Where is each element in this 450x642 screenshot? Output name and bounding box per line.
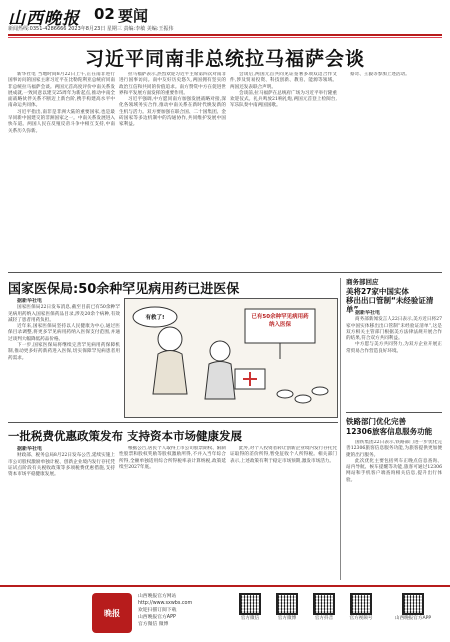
lead-paragraph: 习近平强调,中方愿同南方加强发展战略对接,深化各领域务实合作,推动中南关系在新时代焕发新的生机与活力。双方要加强在联合国、二十国集团、金砖国家等多边机制中的沟通协作,共同维护发展中国家利益。 — [119, 97, 226, 128]
lead-column-2 — [119, 72, 226, 268]
footer-brand-line: 欢迎扫描订阅下载 — [138, 608, 177, 613]
newspaper-logo: 山西晚报 — [8, 9, 80, 29]
masthead-info: 新闻热线:0351-4286666 2023年8月23日 星期三 责编:李敏 美编:王振伟 — [8, 26, 174, 32]
qr-label: 官方微信 — [240, 616, 260, 621]
commerce-byline: 据新华社电 — [355, 310, 381, 316]
commerce-headline-line-1: 商务部回应 — [346, 278, 379, 286]
tax-column-2 — [119, 446, 226, 580]
commerce-headline-line-2: 美将27家中国实体 — [346, 287, 409, 296]
column-divider — [340, 278, 341, 580]
qr-code-icon — [313, 593, 335, 615]
medical-byline: 据新华社电 — [17, 298, 43, 304]
section-divider — [8, 272, 442, 273]
cartoon-sign-text: 已有50余种罕见病用药纳入医保 — [251, 314, 309, 328]
lead-paragraph: 蔡奇、王毅等参加上述活动。 — [350, 72, 410, 77]
tax-byline: 据新华社电 — [17, 446, 43, 452]
qr-label: 官方视频号 — [349, 616, 373, 621]
footer-brand-line: 官方微信 微博 — [138, 622, 169, 627]
qr-label: 山西晚报官方APP — [394, 616, 432, 621]
cartoon-bubble-text: 有救了! — [145, 315, 165, 321]
masthead — [8, 4, 442, 34]
medical-paragraph: 国家医保局22日发布消息,截至目前已有50余种罕见病用药纳入国家医保药品目录,涉及20余个病种,有效减轻了患者用药负担。 — [8, 305, 120, 323]
medical-paragraph: 下一步,国家医保局将继续完善罕见病用药保障机制,推动更多好药新药进入医保,切实保障罕见病患者用药需求。 — [8, 343, 120, 361]
qr-code-icon — [276, 593, 298, 615]
medical-body — [8, 298, 120, 416]
commerce-paragraph: 中方愿与美方共同努力,为双方企业开展正常贸易合作营造良好环境。 — [346, 342, 442, 354]
page-number: 02 — [94, 5, 115, 23]
qr-code-icon — [239, 593, 261, 615]
masthead-thin-rule — [8, 37, 442, 38]
railway-headline-line-2: 12306旅客信息服务功能 — [346, 426, 433, 436]
section-title: 要闻 — [118, 7, 149, 25]
commerce-paragraph: 商务部新闻发言人22日表示,美方近日将27家中国实体移出出口管制“未经验证清单”,这是双方相关主管部门根据美方法律法规开展合作的结果,符合双方共同利益。 — [346, 317, 442, 342]
lead-paragraph: 新华社电 当地时间8月22日上午,正在南非进行国事访问的国家主席习近平在比勒陀利亚总统府同南非总统拉马福萨会谈。两国元首高度评价中南关系发展成就,一致同意以建交25周年为新起点,推动中南全面战略伙伴关系不断迈上新台阶,携手构建高水平中南命运共同体。 — [8, 72, 115, 109]
tax-paragraph: 根据公告,居民个人取得上市公司股票期权、限制性股票和股权奖励等股权激励所得,不并入当年综合所得,全额单独适用综合所得税率表计算纳税,政策延续至2027年底。 — [119, 446, 226, 470]
lead-paragraph: 会谈前,拉马福萨在总统府广场为习近平举行隆重欢迎仪式。礼兵鸣放21响礼炮,两国元首登上检阅台,军乐队奏中南两国国歌。 — [230, 90, 337, 109]
commerce-headline-line-3: 移出出口管制“未经验证清单” — [346, 296, 434, 314]
qr-video[interactable] — [346, 593, 376, 621]
commerce-body — [346, 310, 442, 408]
qr-label: 官方抖音 — [314, 616, 334, 621]
commerce-headline — [346, 278, 442, 314]
lead-column-4 — [341, 72, 442, 268]
qr-code-icon — [402, 593, 424, 615]
lead-column-3 — [230, 72, 337, 268]
railway-headline-line-1: 铁路部门优化完善 — [346, 417, 406, 426]
railway-paragraph: 国铁集团22日表示,铁路部门进一步优化完善12306旅客信息服务功能,为旅客提供更加便捷的出行服务。 — [346, 440, 442, 458]
lead-paragraph: 习近平指出,南非是非洲大陆的重要国家,也是最早同新中国建交的非洲国家之一。中南关系发展进入快车道。两国人民在反殖反帝斗争中相互支持,中南关系历久弥新。 — [8, 109, 115, 134]
tax-paragraph: 此外,对个人投资者转让创新企业境内发行存托凭证取得的差价所得,暂免征收个人所得税。相关部门表示,上述政策有利于稳定市场预期,激发市场活力。 — [230, 446, 337, 464]
footer-url[interactable]: http://www.sxwbs.com — [138, 601, 193, 606]
section-divider — [8, 422, 338, 423]
footer-brand — [138, 593, 228, 628]
medical-paragraph: 近年来,国家医保局坚持以人民健康为中心,通过医保目录调整,将更多罕见病用药纳入医保支付范围,并通过谈判大幅降低药品价格。 — [8, 324, 120, 342]
footer-brand-line: 山西晚报官方APP — [138, 615, 176, 620]
lead-paragraph: 会谈后,两国元首共同见证签署多项双边合作文件,涉及贸易投资、科技创新、教育、能源等领域。两国还发表联合声明。 — [230, 72, 337, 90]
railway-body — [346, 440, 442, 580]
section-divider — [346, 412, 442, 413]
qr-app[interactable] — [383, 593, 443, 621]
lead-headline: 习近平同南非总统拉马福萨会谈 — [84, 48, 365, 70]
lead-paragraph: 拉马福萨表示,热烈欢迎习近平主席第四次对南非进行国事访问。南中友好历史悠久,两国拥有坚实的政治互信和共同的价值追求。南方赞赏中方在促进世界和平发展方面发挥的重要作用。 — [119, 72, 226, 96]
lead-column-1 — [8, 72, 115, 268]
qr-label: 官方微博 — [277, 616, 297, 621]
medical-headline: 国家医保局:50余种罕见病用药已进医保 — [8, 282, 240, 297]
tax-column-1 — [8, 446, 115, 580]
tax-column-3 — [230, 446, 337, 580]
masthead-rule — [8, 34, 442, 36]
qr-weibo[interactable] — [272, 593, 302, 621]
app-logo-icon: 晚报 — [92, 593, 132, 633]
qr-code-icon — [350, 593, 372, 615]
footer-brand-line: 山西晚报官方网站 — [138, 594, 177, 599]
tax-paragraph: 财政部、税务总局8月22日发布公告,延续实施上市公司股权激励单独计税、创新企业境内发行存托凭证试点阶段有关税收政策等多项税费优惠措施,支持资本市场平稳健康发展。 — [8, 453, 115, 478]
qr-douyin[interactable] — [309, 593, 339, 621]
railway-paragraph: 此次优化主要包括列车正晚点信息查询、站内导航、候车提醒等功能,旅客可通过12306网站和手机客户端查询相关信息,提升出行体验。 — [346, 458, 442, 483]
railway-headline — [346, 417, 442, 436]
medical-cartoon — [124, 298, 338, 418]
tax-headline: 一批税费优惠政策发布 支持资本市场健康发展 — [8, 429, 243, 443]
qr-wechat[interactable] — [235, 593, 265, 621]
footer — [0, 585, 450, 642]
